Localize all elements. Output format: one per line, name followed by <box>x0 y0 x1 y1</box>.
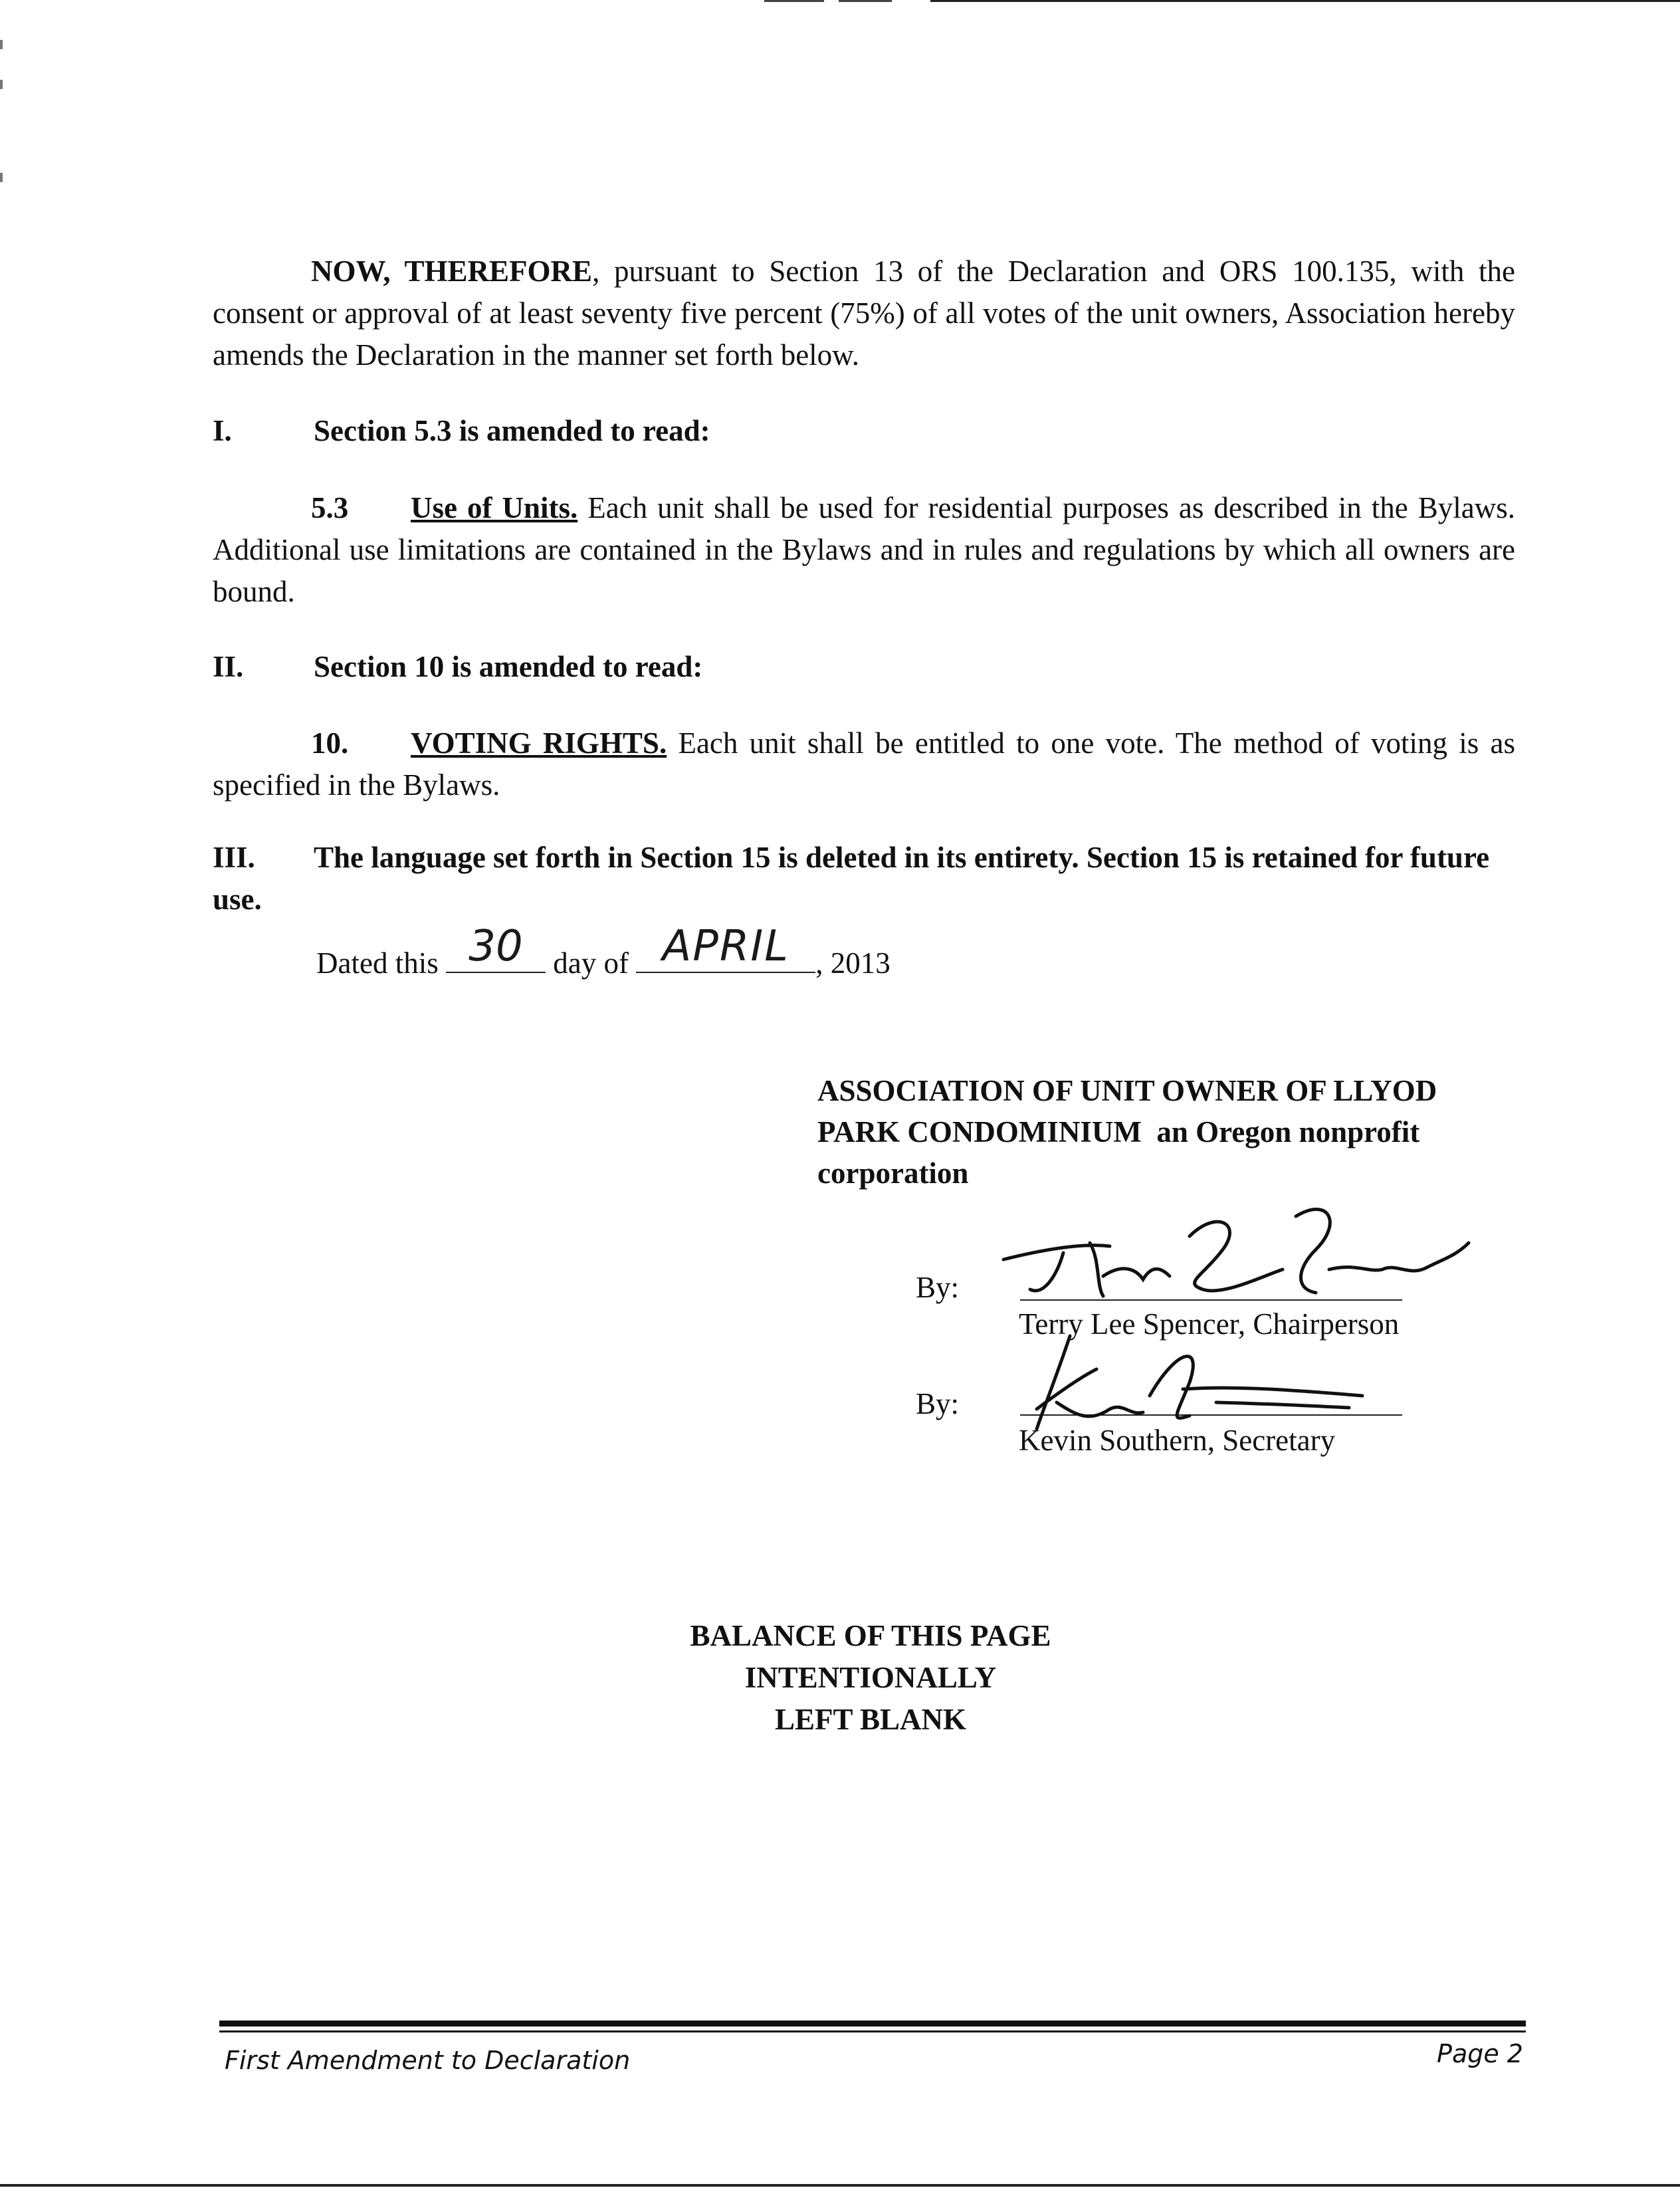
balance-line: INTENTIONALLY <box>744 1661 997 1694</box>
section-5-3-paragraph <box>213 487 1515 613</box>
handwritten-day: 30 <box>469 922 523 971</box>
balance-notice <box>598 1615 1143 1741</box>
by-label: By: <box>916 1387 960 1420</box>
footer-rule <box>219 2021 1526 2027</box>
clause-number: 5.3 <box>311 491 349 524</box>
month-blank <box>636 922 815 973</box>
section-10-paragraph <box>213 722 1515 806</box>
footer-page-number: Page 2 <box>1437 2039 1523 2068</box>
clause-body: Each unit shall be entitled to one vote. The method of voting is as specified in the Bylaws. <box>213 726 1515 802</box>
scan-edge-mark <box>0 173 3 182</box>
preamble-paragraph <box>213 251 1515 376</box>
section-heading-ii <box>213 646 1528 688</box>
scan-edge-mark <box>0 80 3 89</box>
footer-document-title: First Amendment to Declaration <box>225 2046 631 2075</box>
scan-edge-mark <box>764 0 824 2</box>
balance-line: BALANCE OF THIS PAGE <box>690 1619 1051 1652</box>
dated-middle: day of <box>553 946 629 980</box>
association-block <box>817 1070 1562 1194</box>
section-heading-i <box>213 410 1528 452</box>
preamble-lead: NOW, THEREFORE <box>311 255 593 288</box>
scan-edge-mark <box>0 40 3 49</box>
association-line: PARK CONDOMINIUM an Oregon nonprofit <box>817 1115 1420 1149</box>
section-number: I. <box>213 414 232 447</box>
clause-body: Each unit shall be used for residential purposes as described in the Bylaws. Additional use limitations are contained in the Bylaws and in rules and regulations by which all owners are bound. <box>213 491 1515 608</box>
association-line: ASSOCIATION OF UNIT OWNER OF LLYOD <box>817 1074 1437 1107</box>
section-heading-text: Section 10 is amended to read: <box>314 650 703 683</box>
association-line: corporation <box>817 1156 969 1190</box>
scan-edge-line <box>930 0 1680 2</box>
clause-number: 10. <box>311 726 349 760</box>
section-heading-iii <box>213 837 1522 921</box>
scan-edge-line <box>0 2184 1680 2187</box>
section-number: II. <box>213 650 244 683</box>
signer-name-title: Terry Lee Spencer, Chairperson <box>1019 1307 1400 1341</box>
clause-title: Use of Units. <box>411 491 578 524</box>
dated-prefix: Dated this <box>316 946 439 980</box>
section-number: III. <box>213 841 255 874</box>
dated-year: , 2013 <box>815 946 891 980</box>
section-heading-text: Section 5.3 is amended to read: <box>314 414 710 447</box>
footer-rule <box>219 2030 1526 2032</box>
signer-name-title: Kevin Southern, Secretary <box>1019 1424 1336 1457</box>
clause-title: VOTING RIGHTS. <box>411 726 667 760</box>
balance-line: LEFT BLANK <box>775 1703 966 1736</box>
dated-line <box>316 922 891 984</box>
by-label: By: <box>916 1271 960 1304</box>
handwritten-month: APRIL <box>662 922 789 971</box>
day-blank <box>446 922 546 973</box>
scan-edge-mark <box>839 0 892 2</box>
section-heading-text: The language set forth in Section 15 is deleted in its entirety. Section 15 is retained for future use. <box>213 841 1490 916</box>
preamble-text: , pursuant to Section 13 of the Declaration and ORS 100.135, with the consent or approval of at least seventy five percent (75%) of all votes of the unit owners, Association hereby amends the Declaration in the manner set forth below. <box>213 255 1515 372</box>
